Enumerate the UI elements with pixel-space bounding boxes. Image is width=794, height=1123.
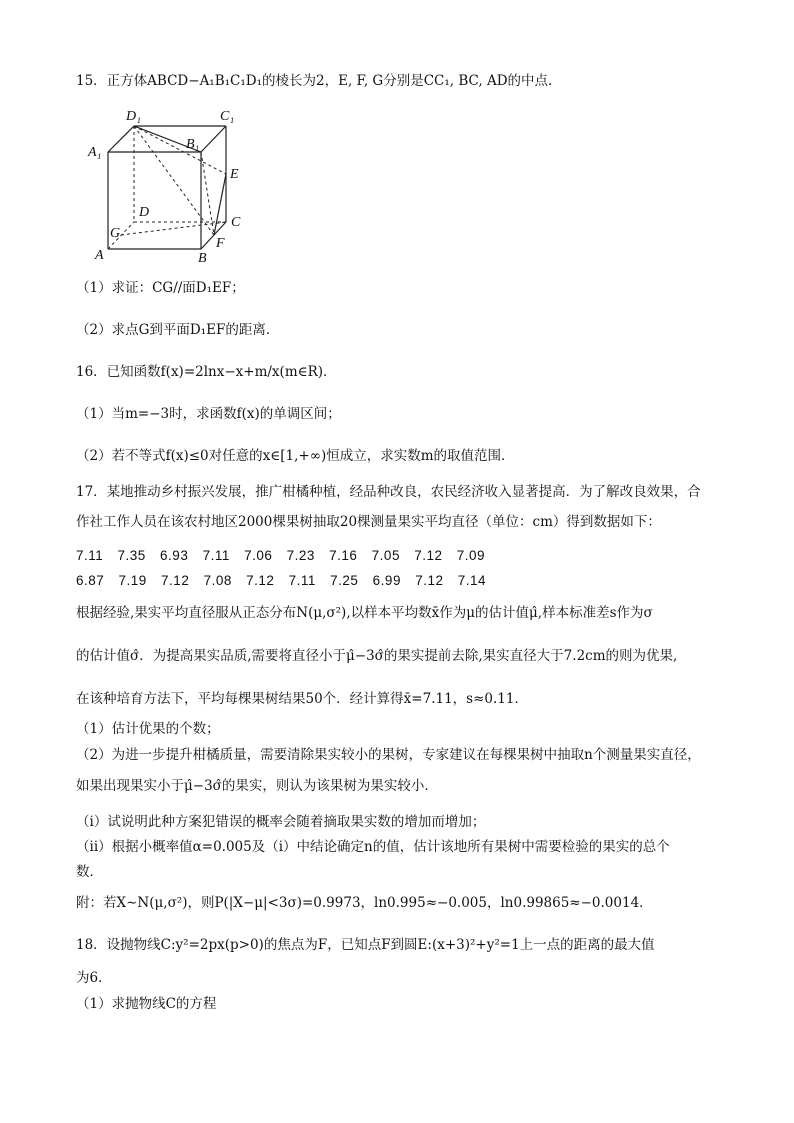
q17-text1: 根据经验,果实平均直径服从正态分布N(μ,σ²),以样本平均数x̄作为μ的估计值μ̂,样本标准差s作为σ [76,605,653,621]
q15-stem: 15．正方体ABCD−A₁B₁C₁D₁的棱长为2，E, F, G分别是CC₁, BC, AD的中点． [76,73,562,89]
q17-part2-line1: （2）为进一步提升柑橘质量，需要清除果实较小的果树，专家建议在每棵果树中抽取n个测量果实直径， [76,747,701,763]
q16-part2: （2）若不等式f(x)≤0对任意的x∈[1,+∞)恒成立，求实数m的取值范围． [76,448,515,464]
label-b: B [198,251,207,264]
q18-part1: （1）求抛物线C的方程 [76,996,217,1012]
q17-stem-line1: 17．某地推动乡村振兴发展，推广柑橘种植，经品种改良，农民经济收入显著提高．为了解改良效果，合 [76,484,701,500]
q17-part1: （1）估计优果的个数； [76,721,220,737]
q15-part1: （1）求证：CG//面D₁EF； [76,280,245,296]
q17-sub-ii-line1: （ii）根据小概率值α=0.005及（i）中结论确定n的值，估计该地所有果树中需要检验的果实的总个 [76,839,670,855]
q17-data-row1: 7.11 7.35 6.93 7.11 7.06 7.23 7.16 7.05 7.12 7.09 [76,548,486,563]
cube-figure [86,104,256,264]
label-c1: C₁ [220,109,235,124]
q17-data-row2: 6.87 7.19 7.12 7.08 7.12 7.11 7.25 6.99 7.12 7.14 [76,573,487,588]
q17-text2: 的估计值σ̂．为提高果实品质,需要将直径小于μ̂−3σ̂的果实提前去除,果实直径大于7.2cm的则为优果, [76,648,678,664]
q16-part1: （1）当m=−3时，求函数f(x)的单调区间； [76,406,341,422]
label-a1: A₁ [88,145,102,160]
q17-text3: 在该种培育方法下，平均每棵果树结果50个．经计算得x̄=7.11，s≈0.11． [76,691,528,707]
q18-stem-line2: 为6． [76,970,112,986]
q15-part2: （2）求点G到平面D₁EF的距离． [76,322,280,338]
q17-sub-ii-line2: 数． [76,864,103,880]
label-g: G [110,226,121,241]
label-b1: B₁ [186,137,200,152]
q18-stem-line1: 18．设抛物线C:y²=2px(p>0)的焦点为F，已知点F到圆E:(x+3)²+y²=1上一点的距离的最大值 [76,937,655,953]
label-c: C [231,215,241,230]
q17-part2-line2: 如果出现果实小于μ̂−3σ̂的果实，则认为该果树为果实较小． [76,778,438,794]
label-d1: D₁ [126,109,141,124]
label-f: F [216,236,225,251]
label-d: D [139,205,150,220]
q17-appendix: 附：若X∼N(μ,σ²)，则P(|X−μ|<3σ)=0.9973，ln0.995≈−0.005，ln0.99865≈−0.0014． [76,895,653,911]
label-e: E [230,167,239,182]
q17-stem-line2: 作社工作人员在该农村地区2000棵果树抽取20棵测量果实平均直径（单位：cm）得到数据如下： [76,514,661,530]
q17-sub-i: （i）试说明此种方案犯错误的概率会随着摘取果实数的增加而增加； [76,814,486,830]
label-a: A [95,248,104,263]
q16-stem: 16．已知函数f(x)=2lnx−x+m/x(m∈R)． [76,364,337,380]
